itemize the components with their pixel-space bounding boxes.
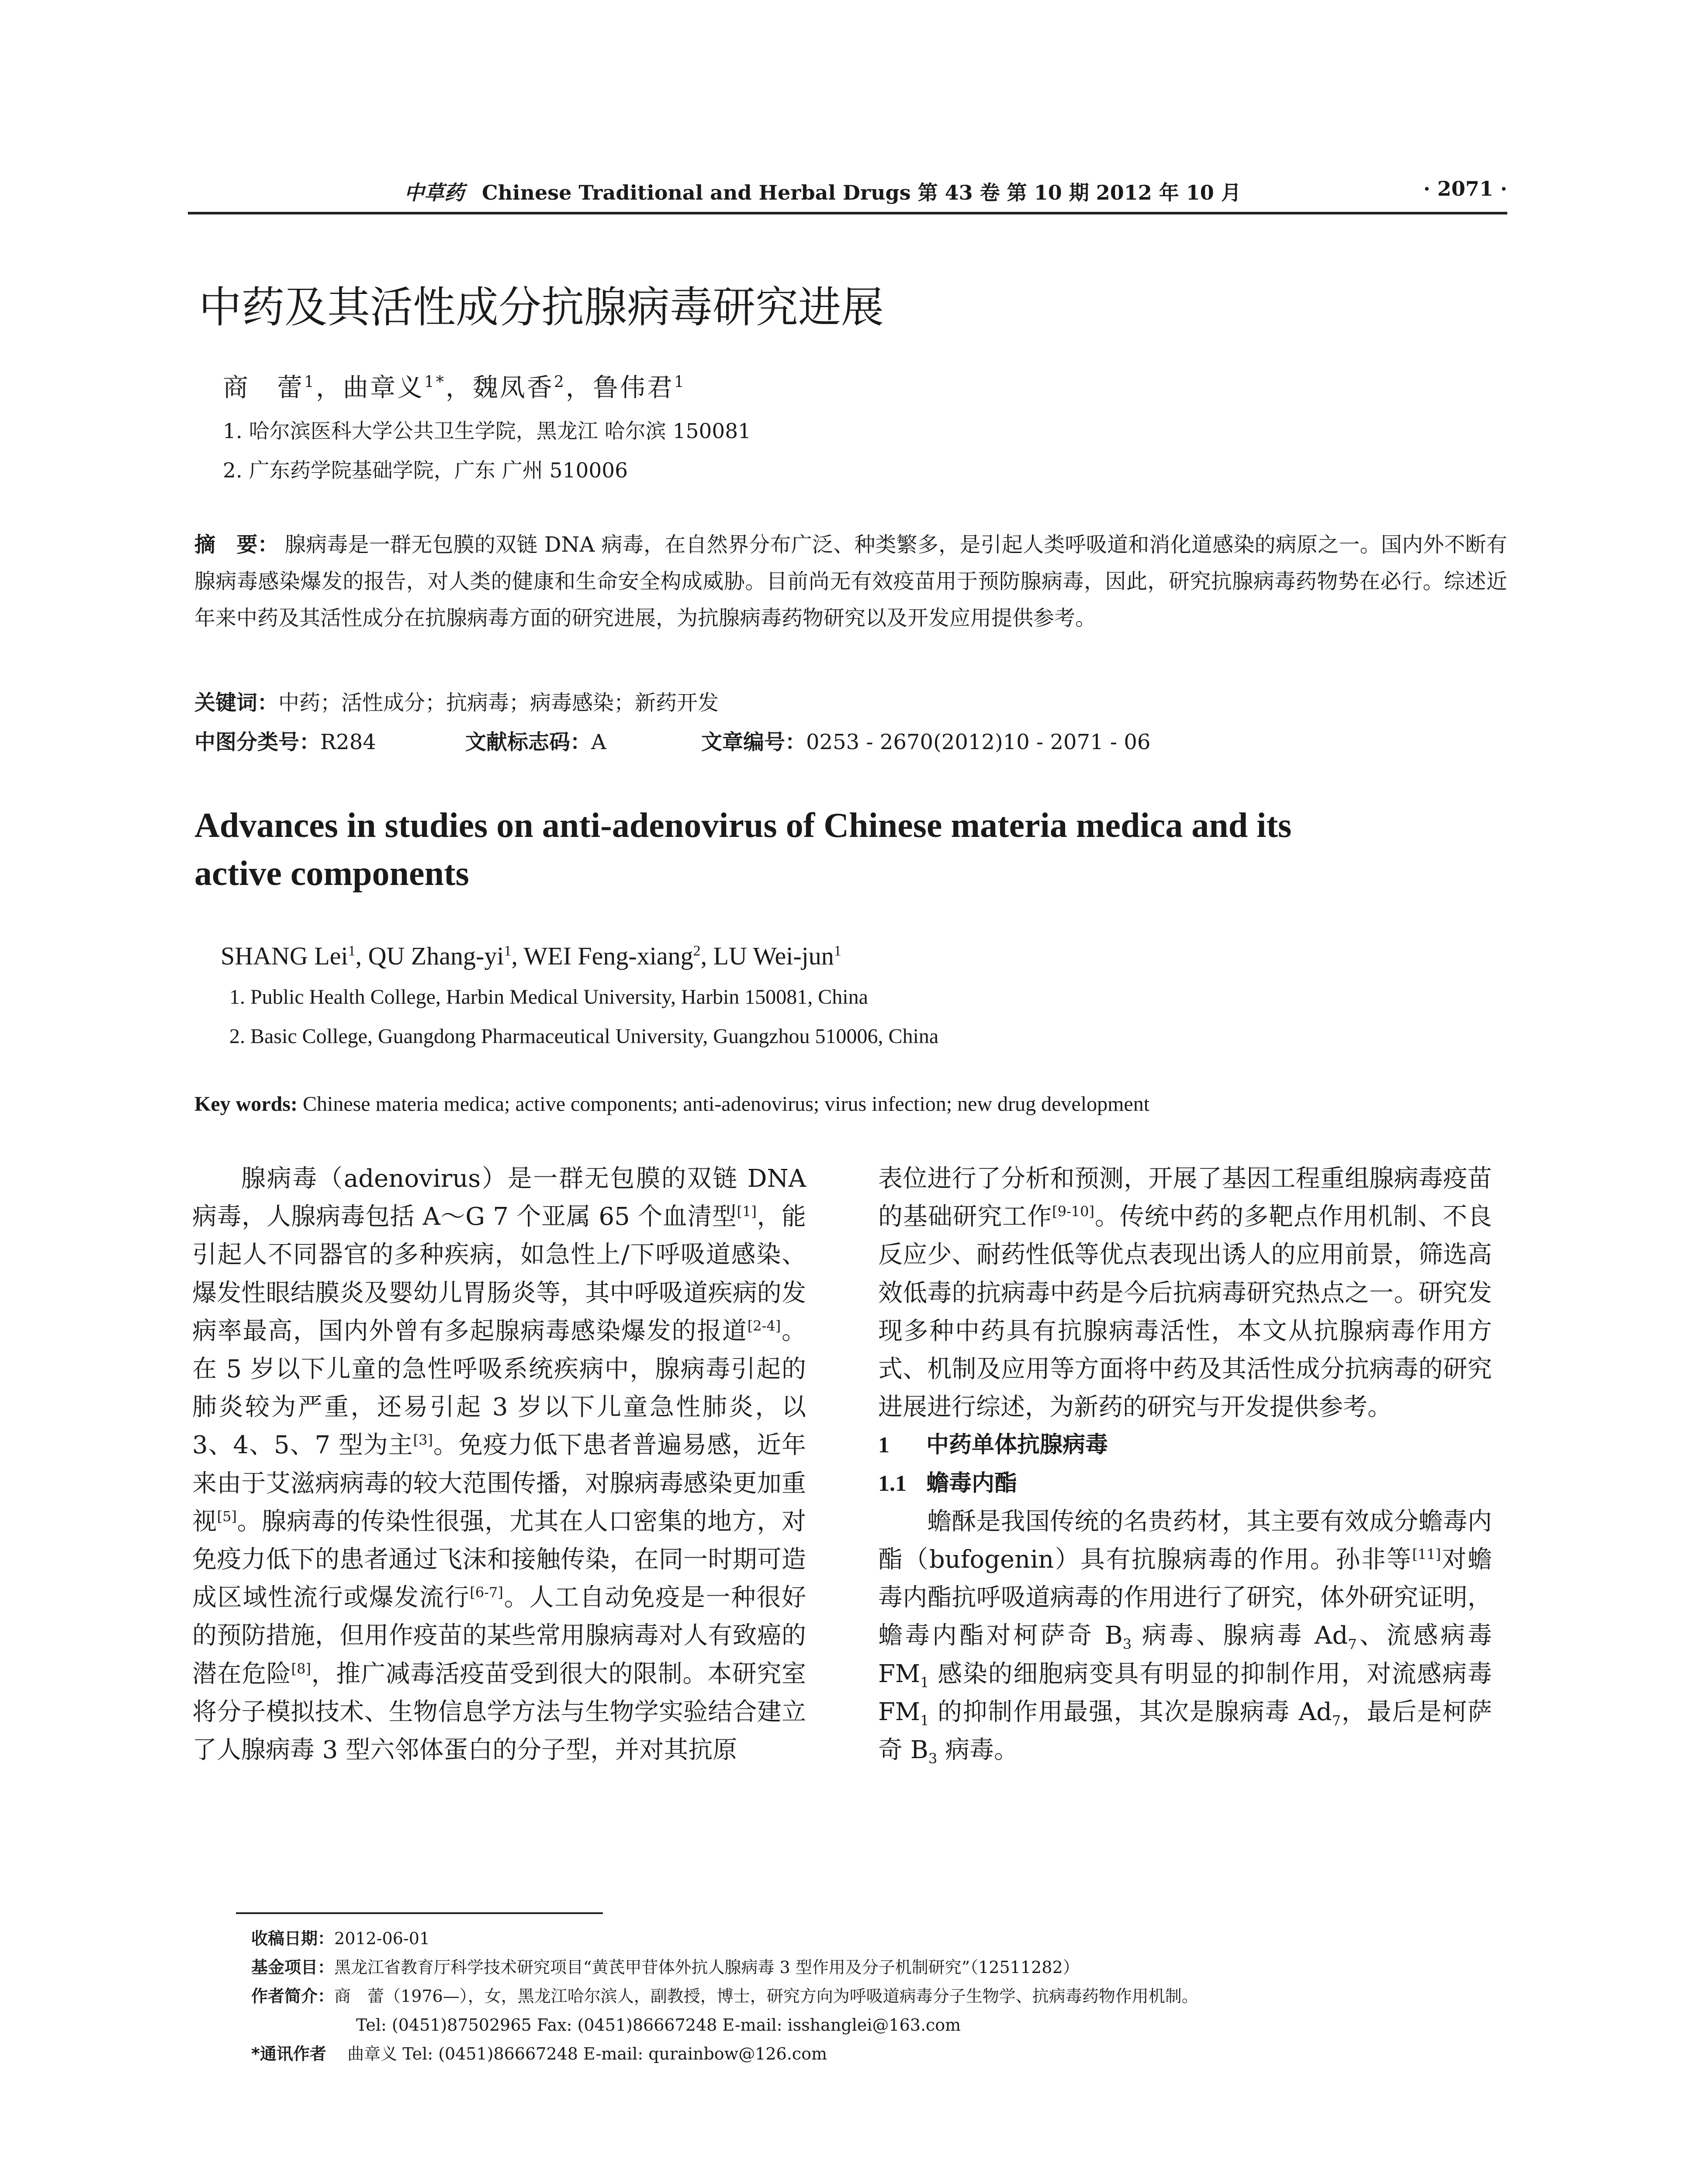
author-affiliation-mark: 1: [348, 943, 356, 959]
text-run: 病毒、腺病毒 Ad: [1132, 1621, 1348, 1650]
header-rule: [188, 212, 1507, 214]
clc-label: 中图分类号：: [194, 730, 321, 754]
footnote-label: 收稿日期：: [251, 1929, 335, 1948]
page-number: · 2071 ·: [1423, 177, 1507, 200]
affiliation-cn-2: 2. 广东药学院基础学院，广东 广州 510006: [223, 459, 628, 483]
citation-ref: [2-4]: [747, 1317, 781, 1334]
text-run: 。腺病毒的传染性很强，尤其在人口密集的地方，对免疫力低下的患者通过飞沫和接触传染，在同一时期可造成区域性流行或爆发流行: [192, 1507, 806, 1612]
author-name: LU Wei-jun: [713, 942, 834, 970]
author-separator: ，: [445, 373, 473, 402]
section-heading-1-1: [878, 1465, 1492, 1503]
affiliation-en-1: 1. Public Health College, Harbin Medical University, Harbin 150081, China: [229, 985, 868, 1009]
journal-issue: Chinese Traditional and Herbal Drugs 第 43 卷 第 10 期 2012 年 10 月: [482, 181, 1241, 204]
author-affiliation-mark: 1*: [424, 373, 446, 391]
text-run: 对蟾毒内酯抗呼吸道病毒的作用进行了研究，体外研究证明，蟾毒内酯对柯萨奇 B: [878, 1545, 1492, 1650]
article-label: 文章编号：: [701, 730, 806, 754]
citation-ref: [3]: [413, 1431, 433, 1448]
author-affiliation-mark: 1: [304, 373, 316, 391]
author-affiliation-mark: 2: [554, 373, 566, 391]
text-run: ，最后是柯萨奇 B: [878, 1697, 1492, 1765]
journal-name-cn: 中草药: [404, 181, 464, 204]
citation-ref: [9-10]: [1052, 1203, 1094, 1220]
section-title: 蟾毒内酯: [926, 1470, 1018, 1496]
keywords-cn-text: 中药；活性成分；抗病毒；病毒感染；新药开发: [278, 691, 719, 715]
keywords-cn-label: 关键词：: [194, 691, 279, 715]
affiliation-en-2: 2. Basic College, Guangdong Pharmaceutical University, Guangzhou 510006, China: [229, 1025, 939, 1048]
text-run: 的抑制作用最强，其次是腺病毒 Ad: [929, 1697, 1332, 1726]
section-number: 1: [878, 1433, 890, 1458]
footnote-value: 2012-06-01: [334, 1929, 430, 1948]
keywords-en-text: Chinese materia medica; active components; anti-adenovirus; virus infection; new drug development: [302, 1092, 1150, 1116]
text-run: ，能引起人不同器官的多种疾病，如急性上/下呼吸道感染、爆发性眼结膜炎及婴幼儿胃肠炎等，其中呼吸道疾病的发病率最高，国内外曾有多起腺病毒感染爆发的报道: [192, 1203, 806, 1345]
footnote-author-contact: Tel: (0451)87502965 Fax: (0451)86667248 E-mail: isshanglei@163.com: [356, 2015, 961, 2035]
author-name: QU Zhang-yi: [368, 942, 504, 970]
author-separator: ,: [511, 942, 524, 970]
footnote-label: 基金项目：: [251, 1958, 335, 1977]
subscript: 1: [920, 1712, 929, 1729]
text-run: ，推广减毒活疫苗受到很大的限制。本研究室将分子模拟技术、生物信息学方法与生物学实验结合建立了人腺病毒 3 型六邻体蛋白的分子型，并对其抗原: [192, 1659, 806, 1765]
text-run: 、流感病毒 FM: [878, 1621, 1492, 1688]
text-run: 感染的细胞病变具有明显的抑制作用，对流感病毒 FM: [878, 1659, 1492, 1726]
footnotes: [251, 1924, 1198, 2068]
title-en: Advances in studies on anti-adenovirus of Chinese materia medica and its active components: [194, 806, 1292, 893]
author-separator: ,: [355, 942, 368, 970]
text-run: 。人工自动免疫是一种很好的预防措施，但用作疫苗的某些常用腺病毒对人有致癌的潜在危险: [192, 1583, 806, 1688]
title-cn: 中药及其活性成分抗腺病毒研究进展: [199, 283, 884, 332]
text-run: 腺病毒（adenovirus）是一群无包膜的双链 DNA 病毒，人腺病毒包括 A～G 7 个亚属 65 个血清型: [192, 1165, 806, 1231]
footnote-fund: [251, 1953, 1198, 1982]
author-separator: ，: [565, 373, 593, 402]
article-number: [701, 725, 1150, 755]
body-paragraph-intro-cont: [878, 1160, 1492, 1426]
doc-label: 文献标志码：: [465, 730, 592, 754]
abstract-text: 腺病毒是一群无包膜的双链 DNA 病毒，在自然界分布广泛、种类繁多，是引起人类呼吸道和消化道感染的病原之一。国内外不断有腺病毒感染爆发的报告，对人类的健康和生命安全构成威胁。目前尚无有效疫苗用于预防腺病毒，因此，研究抗腺病毒药物势在必行。综述近年来中药及其活性成分在抗腺病毒方面的研究进展，为抗腺病毒药物研究以及开发应用提供参考。: [194, 532, 1507, 630]
subscript: 7: [1332, 1712, 1341, 1729]
footnote-label: 作者简介：: [251, 1987, 335, 2006]
footnote-value: 商 蕾（1976—），女，黑龙江哈尔滨人，副教授，博士，研究方向为呼吸道病毒分子生物学、抗病毒药物作用机制。: [334, 1987, 1198, 2006]
authors-en: [221, 941, 841, 971]
author-affiliation-mark: 2: [693, 943, 701, 959]
doc-value: A: [591, 730, 606, 754]
author-name: WEI Feng-xiang: [523, 942, 693, 970]
journal-info: [404, 177, 1241, 206]
clc-value: R284: [320, 730, 376, 754]
author-separator: ,: [700, 942, 713, 970]
subscript: 3: [1122, 1636, 1132, 1653]
body-column-right: [878, 1160, 1492, 1769]
keywords-en-label: Key words:: [194, 1092, 298, 1116]
citation-ref: [8]: [291, 1660, 311, 1677]
doc-code: [465, 725, 606, 755]
footnote-received: [251, 1924, 1198, 1953]
body-column-left: [192, 1160, 806, 1769]
abstract-label: 摘 要：: [194, 532, 279, 557]
affiliation-cn-1: 1. 哈尔滨医科大学公共卫生学院，黑龙江 哈尔滨 150081: [223, 419, 751, 443]
text-run: 。传统中药的多靶点作用机制、不良反应少、耐药性低等优点表现出诱人的应用前景，筛选高效低毒的抗病毒中药是今后抗病毒研究热点之一。研究发现多种中药具有抗腺病毒活性，本文从抗腺病毒作用方式、机制及应用等方面将中药及其活性成分抗病毒的研究进展进行综述，为新药的研究与开发提供参考。: [878, 1203, 1492, 1422]
subscript: 1: [920, 1674, 929, 1691]
author-affiliation-mark: 1: [834, 943, 841, 959]
author-name: 鲁伟君: [592, 373, 674, 402]
footnote-label: *通讯作者: [251, 2044, 326, 2063]
subscript: 7: [1348, 1636, 1357, 1653]
citation-ref: [5]: [217, 1508, 237, 1525]
author-name: SHANG Lei: [221, 942, 348, 970]
section-title: 中药单体抗腺病毒: [926, 1432, 1108, 1458]
body-paragraph-intro: [192, 1160, 806, 1769]
article-value: 0253 - 2670(2012)10 - 2071 - 06: [806, 730, 1151, 754]
citation-ref: [6-7]: [470, 1584, 503, 1601]
keywords-en: [194, 1092, 1149, 1116]
citation-ref: [11]: [1412, 1546, 1441, 1563]
text-run: 。在 5 岁以下儿童的急性呼吸系统疾病中，腺病毒引起的肺炎较为严重，还易引起 3 岁以下儿童急性肺炎，以 3、4、5、7 型为主: [192, 1317, 806, 1460]
body-paragraph-bufogenin: [878, 1503, 1492, 1769]
section-heading-1: [878, 1426, 1492, 1464]
author-affiliation-mark: 1: [674, 373, 686, 391]
footnote-rule: [236, 1912, 603, 1914]
abstract-cn: [194, 526, 1507, 636]
author-name: 商 蕾: [223, 373, 305, 402]
clc-number: [194, 725, 376, 755]
footnote-value: 曲章义 Tel: (0451)86667248 E-mail: qurainbow@126.com: [347, 2044, 827, 2063]
text-run: 。免疫力低下患者普遍易感，近年来由于艾滋病病毒的较大范围传播，对腺病毒感染更加重视: [192, 1431, 806, 1536]
footnote-author: [251, 1982, 1198, 2011]
running-header: [188, 173, 1507, 212]
footnote-corresponding: [251, 2039, 1198, 2068]
authors-cn: [223, 367, 686, 404]
subscript: 3: [928, 1750, 938, 1767]
text-run: 蟾酥是我国传统的名贵药材，其主要有效成分蟾毒内酯（bufogenin）具有抗腺病毒的作用。孙非等: [878, 1507, 1492, 1574]
text-run: 病毒。: [937, 1736, 1019, 1765]
author-name: 魏凤香: [472, 373, 554, 402]
author-affiliation-mark: 1: [504, 943, 512, 959]
text-run: 表位进行了分析和预测，开展了基因工程重组腺病毒疫苗的基础研究工作: [878, 1165, 1492, 1231]
keywords-cn: [194, 686, 719, 716]
section-number: 1.1: [878, 1471, 907, 1496]
author-separator: ，: [315, 373, 343, 402]
citation-ref: [1]: [737, 1203, 757, 1220]
author-name: 曲章义: [343, 373, 424, 402]
footnote-value: 黑龙江省教育厅科学技术研究项目“黄芪甲苷体外抗人腺病毒 3 型作用及分子机制研究”（12511282）: [334, 1958, 1080, 1977]
